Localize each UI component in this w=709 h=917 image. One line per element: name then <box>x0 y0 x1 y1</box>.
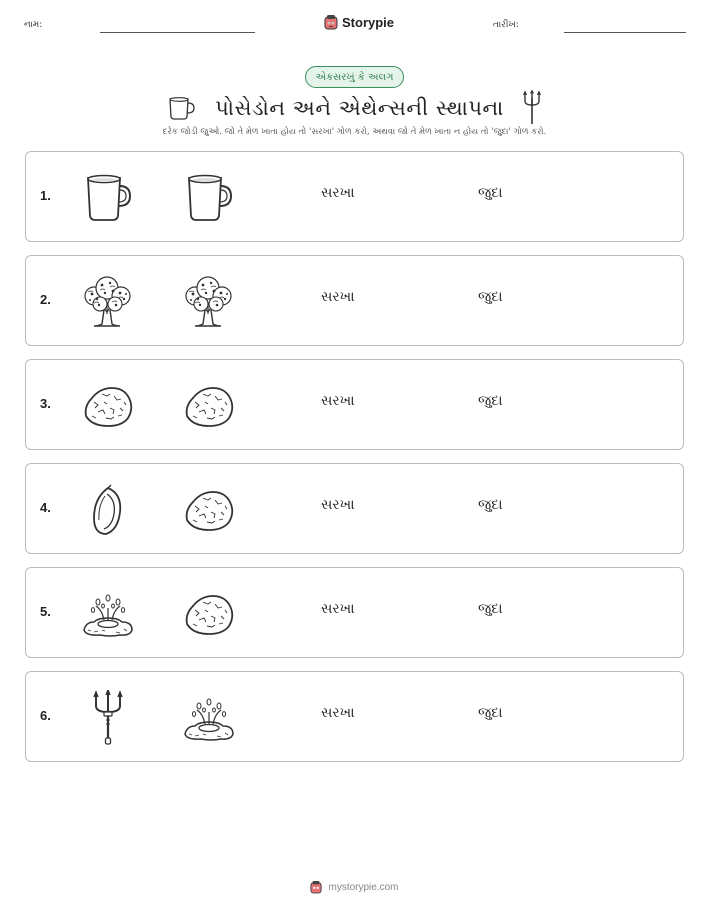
name-label: નામ: <box>24 20 43 30</box>
same-option[interactable]: સરખા <box>321 705 355 721</box>
different-option[interactable]: જુદા <box>478 185 503 201</box>
pair-number: 2. <box>40 292 51 307</box>
pair-row <box>25 255 684 346</box>
footer <box>0 880 709 894</box>
page-title: પોસેડોન અને એથેન્સની સ્થાપના <box>215 95 504 120</box>
pair-row <box>25 359 684 450</box>
different-option[interactable]: જુદા <box>478 601 503 617</box>
cup-icon <box>167 95 197 121</box>
pair-number: 4. <box>40 500 51 515</box>
title-row <box>0 90 709 126</box>
olive-icon <box>80 482 136 538</box>
storypie-mascot-icon <box>324 14 338 30</box>
different-option[interactable]: જુદા <box>478 393 503 409</box>
brand-logo <box>324 14 394 30</box>
same-option[interactable]: સરખા <box>321 185 355 201</box>
trident-icon <box>80 690 136 746</box>
date-line[interactable] <box>564 32 686 33</box>
pair-row <box>25 463 684 554</box>
spring-icon <box>80 586 136 642</box>
different-option[interactable]: જુદા <box>478 289 503 305</box>
different-option[interactable]: જુદા <box>478 497 503 513</box>
pair-row <box>25 567 684 658</box>
same-option[interactable]: સરખા <box>321 289 355 305</box>
spring-icon <box>181 690 237 746</box>
rock-icon <box>80 378 136 434</box>
footer-url[interactable]: mystorypie.com <box>328 881 399 893</box>
rock-icon <box>181 482 237 538</box>
pair-number: 3. <box>40 396 51 411</box>
same-option[interactable]: સરખા <box>321 393 355 409</box>
instructions: દરેક જોડી જુઓ. જો તે મેળ ખાતા હોય તો 'સરખા' ગોળ કરો, અથવા જો તે મેળ ખાતા ન હોય તો 'જુદા' ગોળ કરો. <box>162 127 547 137</box>
pair-number: 5. <box>40 604 51 619</box>
same-option[interactable]: સરખા <box>321 497 355 513</box>
worksheet-type-badge: એકસરખું કે અલગ <box>305 66 404 88</box>
cup-icon <box>181 170 237 226</box>
brand-name: Storypie <box>342 14 395 30</box>
date-label: તારીખ: <box>493 20 519 30</box>
pair-number: 1. <box>40 188 51 203</box>
cup-icon <box>80 170 136 226</box>
storypie-mascot-icon <box>310 880 322 894</box>
trident-icon <box>522 90 542 126</box>
name-line[interactable] <box>100 32 255 33</box>
same-option[interactable]: સરખા <box>321 601 355 617</box>
rock-icon <box>181 586 237 642</box>
pair-row <box>25 151 684 242</box>
olive-tree-icon <box>80 274 136 330</box>
pair-row <box>25 671 684 762</box>
olive-tree-icon <box>181 274 237 330</box>
rock-icon <box>181 378 237 434</box>
different-option[interactable]: જુદા <box>478 705 503 721</box>
pair-number: 6. <box>40 708 51 723</box>
